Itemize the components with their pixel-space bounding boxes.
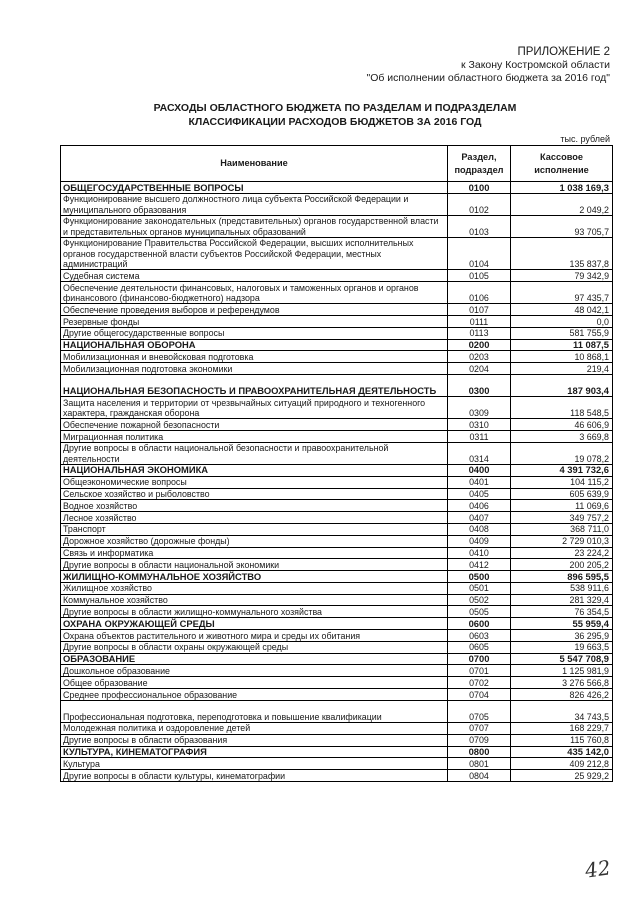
table-row xyxy=(61,419,613,431)
cell-amount: 46 606,9 xyxy=(511,419,613,431)
cell-name: Общее образование xyxy=(61,677,448,689)
cell-name: Другие вопросы в области образования xyxy=(61,734,448,746)
cell-name: Сельское хозяйство и рыболовство xyxy=(61,488,448,500)
cell-name: Лесное хозяйство xyxy=(61,512,448,524)
cell-code: 0804 xyxy=(448,770,511,782)
section-row xyxy=(61,375,613,397)
cell-amount: 435 142,0 xyxy=(511,746,613,758)
table-row xyxy=(61,442,613,464)
table-row xyxy=(61,665,613,677)
table-row xyxy=(61,559,613,571)
cell-code: 0705 xyxy=(448,700,511,722)
cell-code: 0700 xyxy=(448,653,511,665)
cell-name: НАЦИОНАЛЬНАЯ ОБОРОНА xyxy=(61,339,448,351)
table-row xyxy=(61,237,613,269)
cell-code: 0107 xyxy=(448,304,511,316)
appendix-law-title: "Об исполнении областного бюджета за 2016 год" xyxy=(366,72,610,84)
section-row xyxy=(61,746,613,758)
cell-amount: 3 276 566,8 xyxy=(511,677,613,689)
table-row xyxy=(61,304,613,316)
budget-table xyxy=(60,145,613,782)
cell-amount: 605 639,9 xyxy=(511,488,613,500)
cell-name: ОБРАЗОВАНИЕ xyxy=(61,653,448,665)
cell-name: Функционирование законодательных (представительных) органов государственной власти и представительных органов муниципальных образований xyxy=(61,215,448,237)
cell-name: Общеэкономические вопросы xyxy=(61,476,448,488)
cell-amount: 349 757,2 xyxy=(511,512,613,524)
cell-name: Охрана объектов растительного и животного мира и среды их обитания xyxy=(61,630,448,642)
table-row xyxy=(61,700,613,722)
appendix-header xyxy=(210,46,610,85)
cell-code: 0707 xyxy=(448,722,511,734)
table-row xyxy=(61,431,613,443)
section-row xyxy=(61,653,613,665)
cell-code: 0600 xyxy=(448,618,511,630)
section-row xyxy=(61,571,613,583)
cell-name: Резервные фонды xyxy=(61,316,448,328)
cell-amount: 0,0 xyxy=(511,316,613,328)
cell-code: 0314 xyxy=(448,442,511,464)
cell-code: 0409 xyxy=(448,535,511,547)
cell-code: 0401 xyxy=(448,476,511,488)
cell-code: 0102 xyxy=(448,193,511,215)
cell-amount: 25 929,2 xyxy=(511,770,613,782)
cell-name: Профессиональная подготовка, переподготовка и повышение квалификации xyxy=(61,700,448,722)
table-row xyxy=(61,215,613,237)
table-row xyxy=(61,770,613,782)
cell-name: ОБЩЕГОСУДАРСТВЕННЫЕ ВОПРОСЫ xyxy=(61,182,448,194)
cell-code: 0111 xyxy=(448,316,511,328)
cell-name: Другие вопросы в области жилищно-коммунального хозяйства xyxy=(61,606,448,618)
cell-amount: 409 212,8 xyxy=(511,758,613,770)
cell-name: Среднее профессиональное образование xyxy=(61,689,448,701)
cell-amount: 826 426,2 xyxy=(511,689,613,701)
cell-code: 0800 xyxy=(448,746,511,758)
table-row xyxy=(61,606,613,618)
cell-amount: 97 435,7 xyxy=(511,282,613,304)
cell-code: 0502 xyxy=(448,594,511,606)
cell-code: 0310 xyxy=(448,419,511,431)
table-row xyxy=(61,512,613,524)
cell-code: 0501 xyxy=(448,582,511,594)
cell-code: 0605 xyxy=(448,641,511,653)
cell-name: Другие вопросы в области охраны окружающей среды xyxy=(61,641,448,653)
cell-name: Дошкольное образование xyxy=(61,665,448,677)
cell-name: Коммунальное хозяйство xyxy=(61,594,448,606)
cell-code: 0505 xyxy=(448,606,511,618)
header-code: Раздел, подраздел xyxy=(448,146,511,182)
cell-name: Обеспечение пожарной безопасности xyxy=(61,419,448,431)
cell-name: Жилищное хозяйство xyxy=(61,582,448,594)
cell-name: Культура xyxy=(61,758,448,770)
cell-code: 0406 xyxy=(448,500,511,512)
cell-amount: 48 042,1 xyxy=(511,304,613,316)
units-label: тыс. рублей xyxy=(560,134,610,144)
cell-amount: 104 115,2 xyxy=(511,476,613,488)
table-row xyxy=(61,476,613,488)
cell-code: 0106 xyxy=(448,282,511,304)
header-amount: Кассовое исполнение xyxy=(511,146,613,182)
table-header-row xyxy=(61,146,613,182)
cell-name: Мобилизационная подготовка экономики xyxy=(61,363,448,375)
cell-code: 0204 xyxy=(448,363,511,375)
cell-name: Молодежная политика и оздоровление детей xyxy=(61,722,448,734)
table-row xyxy=(61,594,613,606)
cell-name: Транспорт xyxy=(61,523,448,535)
section-row xyxy=(61,339,613,351)
table-body xyxy=(61,182,613,782)
cell-code: 0300 xyxy=(448,375,511,397)
cell-name: Функционирование Правительства Российской Федерации, высших исполнительных органов государственной власти субъектов Российской Федерации, местных администраций xyxy=(61,237,448,269)
cell-code: 0311 xyxy=(448,431,511,443)
cell-code: 0405 xyxy=(448,488,511,500)
cell-name: Защита населения и территории от чрезвычайных ситуаций природного и техногенного характера, гражданская оборона xyxy=(61,397,448,419)
table-row xyxy=(61,677,613,689)
table-row xyxy=(61,500,613,512)
cell-name: Обеспечение проведения выборов и референдумов xyxy=(61,304,448,316)
cell-amount: 187 903,4 xyxy=(511,375,613,397)
table-row xyxy=(61,488,613,500)
cell-amount: 3 669,8 xyxy=(511,431,613,443)
table-row xyxy=(61,758,613,770)
cell-amount: 538 911,6 xyxy=(511,582,613,594)
cell-code: 0410 xyxy=(448,547,511,559)
appendix-label: ПРИЛОЖЕНИЕ 2 xyxy=(517,46,610,58)
table-row xyxy=(61,363,613,375)
cell-code: 0100 xyxy=(448,182,511,194)
cell-name: Обеспечение деятельности финансовых, налоговых и таможенных органов и органов финансового (финансово-бюджетного) надзора xyxy=(61,282,448,304)
cell-amount: 34 743,5 xyxy=(511,700,613,722)
cell-code: 0701 xyxy=(448,665,511,677)
cell-amount: 368 711,0 xyxy=(511,523,613,535)
header-name: Наименование xyxy=(61,146,448,182)
cell-name: НАЦИОНАЛЬНАЯ БЕЗОПАСНОСТЬ И ПРАВООХРАНИТЕЛЬНАЯ ДЕЯТЕЛЬНОСТЬ xyxy=(61,375,448,397)
cell-code: 0113 xyxy=(448,327,511,339)
cell-code: 0412 xyxy=(448,559,511,571)
cell-code: 0407 xyxy=(448,512,511,524)
table-row xyxy=(61,734,613,746)
cell-name: Дорожное хозяйство (дорожные фонды) xyxy=(61,535,448,547)
cell-name: Судебная система xyxy=(61,270,448,282)
cell-name: Мобилизационная и вневойсковая подготовка xyxy=(61,351,448,363)
cell-name: Миграционная политика xyxy=(61,431,448,443)
table-row xyxy=(61,641,613,653)
cell-amount: 1 125 981,9 xyxy=(511,665,613,677)
cell-name: Другие вопросы в области национальной экономики xyxy=(61,559,448,571)
table-row xyxy=(61,270,613,282)
table-row xyxy=(61,397,613,419)
cell-amount: 115 760,8 xyxy=(511,734,613,746)
appendix-law-ref: к Закону Костромской области xyxy=(461,59,610,71)
table-row xyxy=(61,582,613,594)
cell-amount: 4 391 732,6 xyxy=(511,464,613,476)
document-title xyxy=(40,101,630,129)
cell-amount: 79 342,9 xyxy=(511,270,613,282)
table-row xyxy=(61,351,613,363)
cell-name: НАЦИОНАЛЬНАЯ ЭКОНОМИКА xyxy=(61,464,448,476)
cell-amount: 219,4 xyxy=(511,363,613,375)
table-row xyxy=(61,630,613,642)
document-title-line-2: КЛАССИФИКАЦИИ РАСХОДОВ БЮДЖЕТОВ ЗА 2016 ГОД xyxy=(188,116,482,128)
cell-amount: 896 595,5 xyxy=(511,571,613,583)
page-number: 42 xyxy=(583,855,612,883)
cell-code: 0104 xyxy=(448,237,511,269)
table-row xyxy=(61,535,613,547)
section-row xyxy=(61,464,613,476)
cell-name: ЖИЛИЩНО-КОММУНАЛЬНОЕ ХОЗЯЙСТВО xyxy=(61,571,448,583)
cell-amount: 1 038 169,3 xyxy=(511,182,613,194)
cell-code: 0500 xyxy=(448,571,511,583)
cell-amount: 76 354,5 xyxy=(511,606,613,618)
table-row xyxy=(61,722,613,734)
cell-amount: 19 078,2 xyxy=(511,442,613,464)
table-row xyxy=(61,523,613,535)
section-row xyxy=(61,618,613,630)
table-row xyxy=(61,327,613,339)
cell-code: 0801 xyxy=(448,758,511,770)
cell-name: ОХРАНА ОКРУЖАЮЩЕЙ СРЕДЫ xyxy=(61,618,448,630)
cell-code: 0200 xyxy=(448,339,511,351)
cell-amount: 19 663,5 xyxy=(511,641,613,653)
cell-name: КУЛЬТУРА, КИНЕМАТОГРАФИЯ xyxy=(61,746,448,758)
cell-code: 0709 xyxy=(448,734,511,746)
cell-amount: 23 224,2 xyxy=(511,547,613,559)
cell-amount: 5 547 708,9 xyxy=(511,653,613,665)
cell-amount: 581 755,9 xyxy=(511,327,613,339)
cell-code: 0704 xyxy=(448,689,511,701)
cell-name: Водное хозяйство xyxy=(61,500,448,512)
cell-amount: 135 837,8 xyxy=(511,237,613,269)
table-row xyxy=(61,547,613,559)
cell-code: 0408 xyxy=(448,523,511,535)
cell-amount: 2 049,2 xyxy=(511,193,613,215)
cell-name: Другие общегосударственные вопросы xyxy=(61,327,448,339)
cell-amount: 281 329,4 xyxy=(511,594,613,606)
cell-amount: 36 295,9 xyxy=(511,630,613,642)
cell-name: Другие вопросы в области культуры, кинематографии xyxy=(61,770,448,782)
cell-code: 0309 xyxy=(448,397,511,419)
cell-amount: 2 729 010,3 xyxy=(511,535,613,547)
cell-name: Другие вопросы в области национальной безопасности и правоохранительной деятельности xyxy=(61,442,448,464)
table-row xyxy=(61,316,613,328)
cell-amount: 168 229,7 xyxy=(511,722,613,734)
cell-amount: 11 069,6 xyxy=(511,500,613,512)
cell-code: 0203 xyxy=(448,351,511,363)
cell-code: 0603 xyxy=(448,630,511,642)
cell-code: 0103 xyxy=(448,215,511,237)
table-row xyxy=(61,689,613,701)
cell-amount: 11 087,5 xyxy=(511,339,613,351)
document-title-line-1: РАСХОДЫ ОБЛАСТНОГО БЮДЖЕТА ПО РАЗДЕЛАМ И ПОДРАЗДЕЛАМ xyxy=(153,102,517,114)
section-row xyxy=(61,182,613,194)
cell-name: Связь и информатика xyxy=(61,547,448,559)
table-row xyxy=(61,193,613,215)
cell-code: 0400 xyxy=(448,464,511,476)
cell-code: 0702 xyxy=(448,677,511,689)
cell-amount: 118 548,5 xyxy=(511,397,613,419)
cell-amount: 200 205,2 xyxy=(511,559,613,571)
cell-amount: 55 959,4 xyxy=(511,618,613,630)
table-row xyxy=(61,282,613,304)
cell-amount: 10 868,1 xyxy=(511,351,613,363)
cell-name: Функционирование высшего должностного лица субъекта Российской Федерации и муниципального образования xyxy=(61,193,448,215)
cell-amount: 93 705,7 xyxy=(511,215,613,237)
cell-code: 0105 xyxy=(448,270,511,282)
